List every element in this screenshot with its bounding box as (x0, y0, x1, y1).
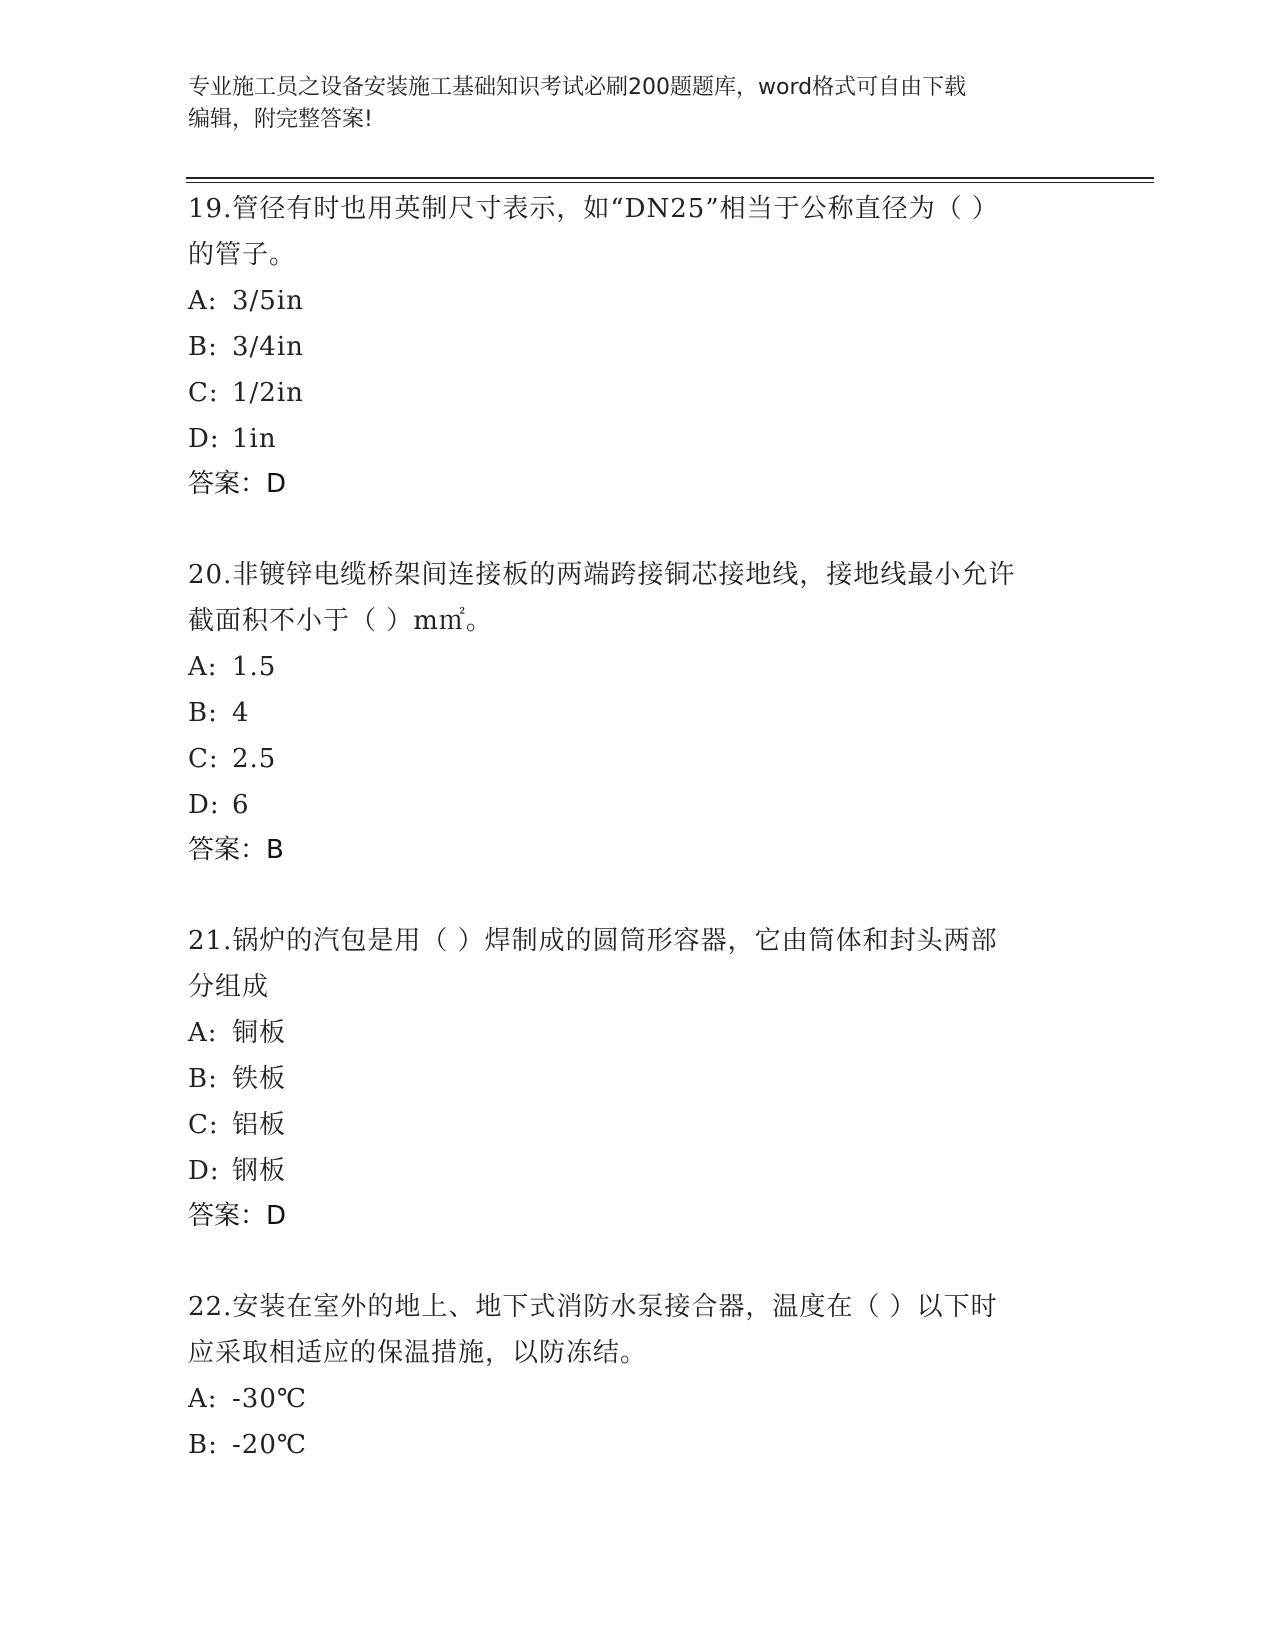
option-b (188, 690, 1088, 736)
question-20 (188, 552, 1088, 872)
option-letter: C: (188, 744, 219, 774)
option-text: 铝板 (232, 1110, 287, 1140)
question-list (188, 186, 1088, 1468)
option-c (188, 1102, 1088, 1148)
option-text: -20℃ (232, 1430, 307, 1460)
option-letter: B: (188, 698, 218, 728)
question-stem (188, 186, 1088, 278)
question-stem-line: 19.管径有时也用英制尺寸表示，如“DN25”相当于公称直径为（ ） (188, 194, 999, 224)
question-19 (188, 186, 1088, 506)
question-stem-line: 应采取相适应的保温措施，以防冻结。 (188, 1338, 648, 1368)
option-a (188, 278, 1088, 324)
option-a (188, 644, 1088, 690)
option-letter: A: (188, 1018, 218, 1048)
option-text: 1.5 (232, 652, 277, 682)
question-stem-line: 20.非镀锌电缆桥架间连接板的两端跨接铜芯接地线，接地线最小允许 (188, 560, 1016, 590)
question-stem-line: 分组成 (188, 972, 270, 1002)
option-letter: D: (188, 1156, 220, 1186)
option-d (188, 782, 1088, 828)
option-c (188, 370, 1088, 416)
question-stem (188, 918, 1088, 1010)
option-text: 2.5 (232, 744, 277, 774)
option-letter: B: (188, 1430, 218, 1460)
option-text: 1in (232, 424, 277, 454)
option-letter: A: (188, 286, 218, 316)
option-d (188, 416, 1088, 462)
question-stem-line: 截面积不小于（ ）m㎡。 (188, 606, 493, 636)
header-divider-thin (186, 182, 1154, 183)
option-a (188, 1376, 1088, 1422)
option-text: -30℃ (232, 1384, 307, 1414)
option-letter: D: (188, 424, 220, 454)
question-21 (188, 918, 1088, 1238)
option-letter: D: (188, 790, 220, 820)
header-divider-thick (186, 177, 1154, 179)
header-line-1: 专业施工员之设备安装施工基础知识考试必刷200题题库，word格式可自由下载 (188, 75, 967, 100)
option-c (188, 736, 1088, 782)
option-text: 1/2in (232, 378, 304, 408)
question-stem (188, 552, 1088, 644)
option-b (188, 1056, 1088, 1102)
question-stem-line: 21.锅炉的汽包是用（ ）焊制成的圆筒形容器，它由筒体和封头两部 (188, 926, 998, 956)
question-stem-line: 22.安装在室外的地上、地下式消防水泵接合器，温度在（ ）以下时 (188, 1292, 998, 1322)
option-text: 铜板 (232, 1018, 287, 1048)
option-letter: C: (188, 1110, 219, 1140)
option-text: 6 (232, 790, 250, 820)
document-header (188, 72, 1088, 136)
option-b (188, 1422, 1088, 1468)
option-letter: A: (188, 1384, 218, 1414)
question-stem (188, 1284, 1088, 1376)
option-text: 4 (232, 698, 250, 728)
option-letter: B: (188, 1064, 218, 1094)
option-letter: B: (188, 332, 218, 362)
option-letter: C: (188, 378, 219, 408)
question-22 (188, 1284, 1088, 1468)
option-b (188, 324, 1088, 370)
option-text: 3/4in (232, 332, 304, 362)
answer-line: 答案：D (188, 469, 287, 499)
answer-line: 答案：B (188, 835, 284, 865)
option-a (188, 1010, 1088, 1056)
question-stem-line: 的管子。 (188, 240, 297, 270)
option-text: 3/5in (232, 286, 304, 316)
option-letter: A: (188, 652, 218, 682)
option-d (188, 1148, 1088, 1194)
answer-line: 答案：D (188, 1201, 287, 1231)
option-text: 铁板 (232, 1064, 287, 1094)
option-text: 钢板 (232, 1156, 287, 1186)
header-line-2: 编辑，附完整答案! (188, 107, 373, 132)
